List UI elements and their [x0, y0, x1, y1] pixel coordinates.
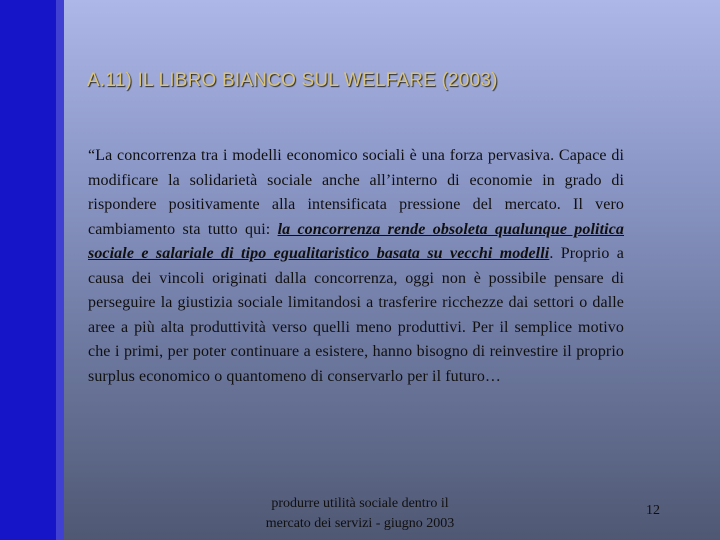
body-text-part-2: . Proprio a causa dei vincoli originati dalla concorrenza, oggi non è possibile pensare di perseguire la giustizia sociale limitandosi a trasferire ricchezze dai settori o dalle aree a più alta produttività verso quelli meno produttivi. Per il semplice motivo che i primi, per poter continuare a esistere, hanno bisogno di reinvestire il proprio surplus economico o quantomeno di conservarlo per il futuro…	[88, 245, 625, 385]
body-paragraph	[88, 144, 624, 389]
footer-caption	[255, 494, 465, 534]
body-text-part-1: “La concorrenza tra i modelli economico sociali è una forza pervasiva. Capace di modificare la solidarietà sociale anche all’interno di economie in grado di rispondere positivamente alla intensificata pressione del mercato. Il vero cambiamento sta tutto qui:	[88, 147, 624, 238]
emphasized-statement: la concorrenza rende obsoleta qualunque politica sociale e salariale di tipo egualitaristico basata su vecchi modelli	[88, 220, 624, 262]
left-accent-bar	[0, 0, 64, 540]
slide-title: A.11) IL LIBRO BIANCO SUL WELFARE (2003)	[87, 70, 498, 91]
footer-line-2: mercato dei servizi - giugno 2003	[265, 516, 455, 531]
footer-line-1: produrre utilità sociale dentro il	[271, 496, 449, 511]
page-number: 12	[646, 503, 660, 518]
